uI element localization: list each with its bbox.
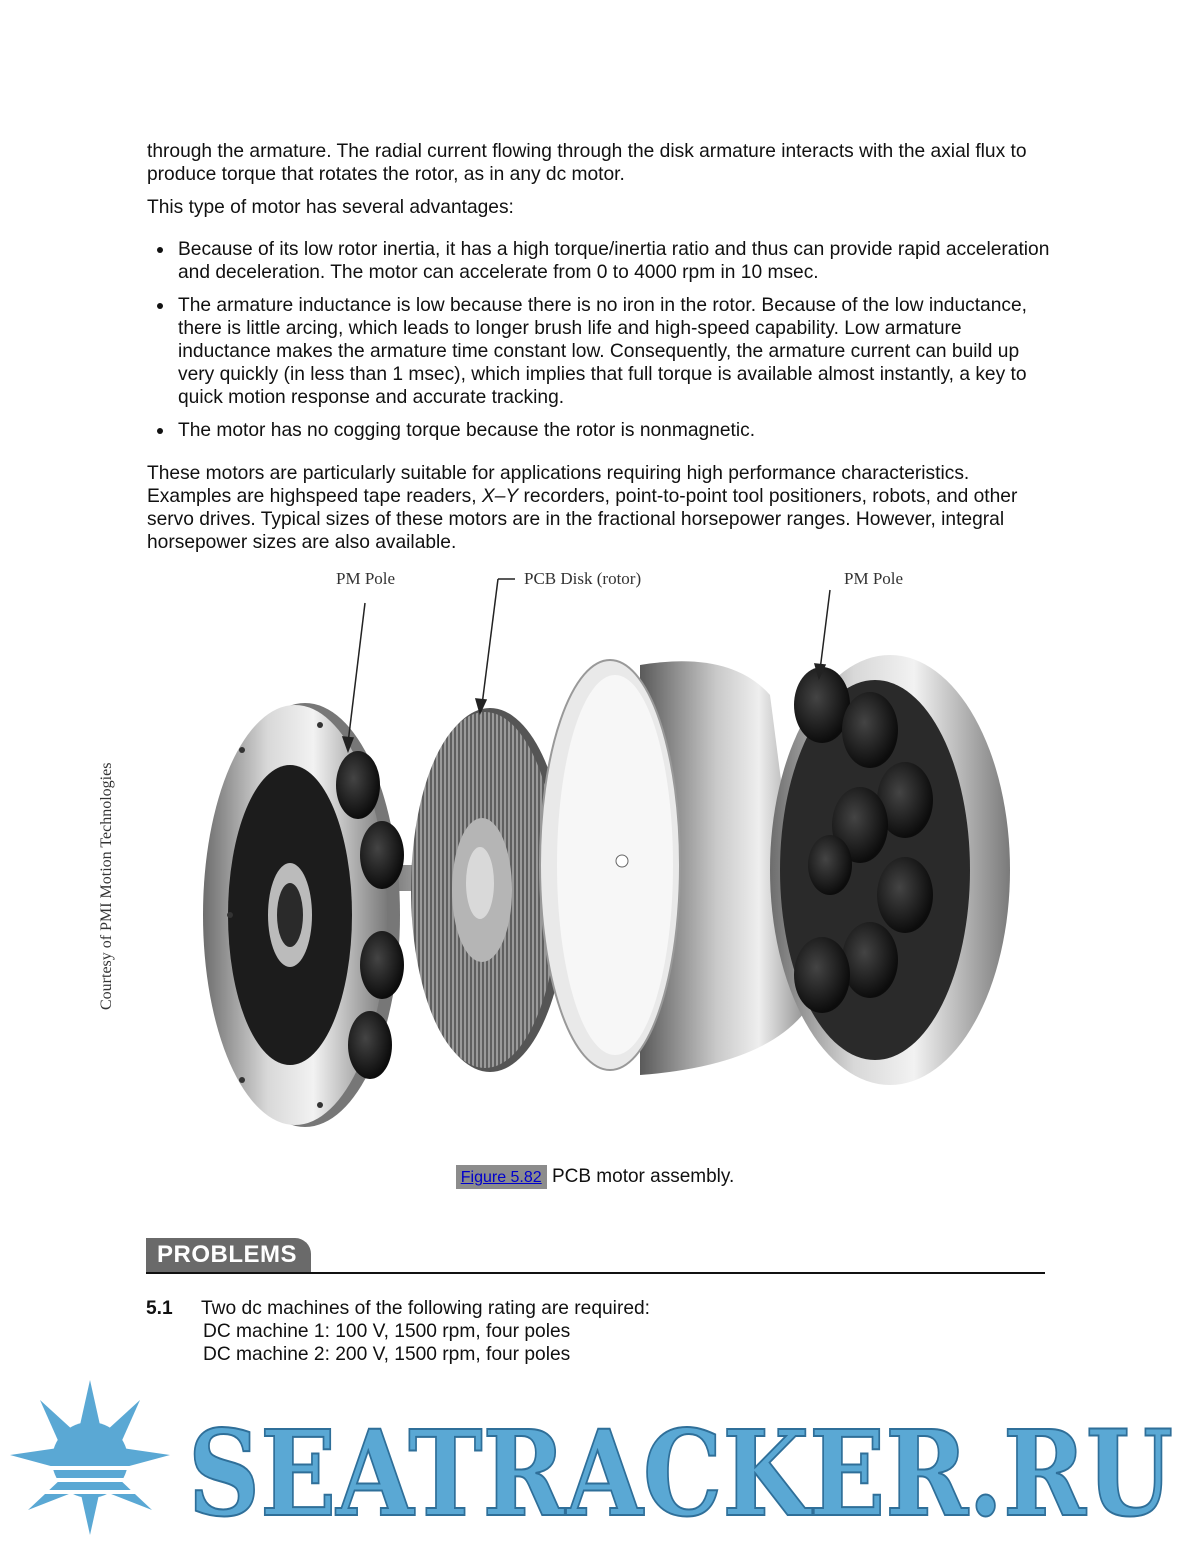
- paragraph-text: [147, 462, 1052, 554]
- problem-line: DC machine 1: 100 V, 1500 rpm, four poles: [203, 1321, 571, 1342]
- problems-section-header: [146, 1238, 1045, 1274]
- text-run: recorders, point-to-point tool positioners, robots, and other servo drives. Typical sizes of these motors are in the fractional horsepower ranges. However, integral horsepower sizes are also available.: [147, 486, 1018, 553]
- pcb-motor-figure: [170, 565, 1030, 1165]
- problem-line: Two dc machines of the following rating are required:: [201, 1298, 651, 1319]
- stator-ring: [540, 660, 810, 1075]
- sun-icon: [10, 1380, 170, 1535]
- paragraph-text: This type of motor has several advantages:: [147, 197, 514, 218]
- watermark: [0, 1370, 1190, 1540]
- paragraph-advantages-intro: [147, 196, 1052, 219]
- list-item: The motor has no cogging torque because the rotor is nonmagnetic.: [147, 419, 1052, 442]
- figure-credit: Courtesy of PMI Motion Technologies: [98, 762, 115, 1010]
- paragraph-intro: [147, 140, 1052, 186]
- figure-ref-link[interactable]: Figure 5.82: [460, 1169, 542, 1186]
- label-pcb-disk: PCB Disk (rotor): [524, 569, 642, 588]
- advantages-list: [147, 238, 1052, 452]
- list-item: The armature inductance is low because there is no iron in the rotor. Because of the low inductance, there is little arcing, which leads to longer brush life and high-speed capability. Low armature inductance makes the armature time constant low. Consequently, the armature current can build up very quickly (in less than 1 msec), which implies that full torque is available almost instantly, a key to quick motion response and accurate tracking.: [147, 294, 1052, 409]
- list-item: Because of its low rotor inertia, it has a high torque/inertia ratio and thus can provide rapid acceleration and deceleration. The motor can accelerate from 0 to 4000 rpm in 10 msec.: [147, 238, 1052, 284]
- paragraph-applications: [147, 462, 1052, 554]
- problem-number: 5.1: [146, 1298, 173, 1319]
- figure-caption: [0, 1165, 1190, 1189]
- watermark-text: SEATRACKER.RU: [188, 1404, 1173, 1540]
- paragraph-text: through the armature. The radial current flowing through the disk armature interacts with the axial flux to produce torque that rotates the rotor, as in any dc motor.: [147, 141, 1027, 185]
- caption-text: PCB motor assembly.: [546, 1166, 735, 1187]
- label-pm-pole-right: PM Pole: [844, 569, 904, 588]
- problem-line: DC machine 2: 200 V, 1500 rpm, four poles: [203, 1344, 571, 1365]
- label-pm-pole-left: PM Pole: [336, 569, 396, 588]
- figure-ref-box: [456, 1165, 547, 1189]
- problems-title: PROBLEMS: [146, 1238, 311, 1272]
- watermark-graphic: [0, 1370, 1190, 1540]
- problem-body: [201, 1297, 1001, 1366]
- text-run: These motors are particularly suitable for applications requiring high performance characteristics. Examples are highspeed tape readers,: [147, 463, 970, 507]
- xy-term: X–Y: [481, 486, 519, 507]
- motor-illustration: [170, 565, 1030, 1165]
